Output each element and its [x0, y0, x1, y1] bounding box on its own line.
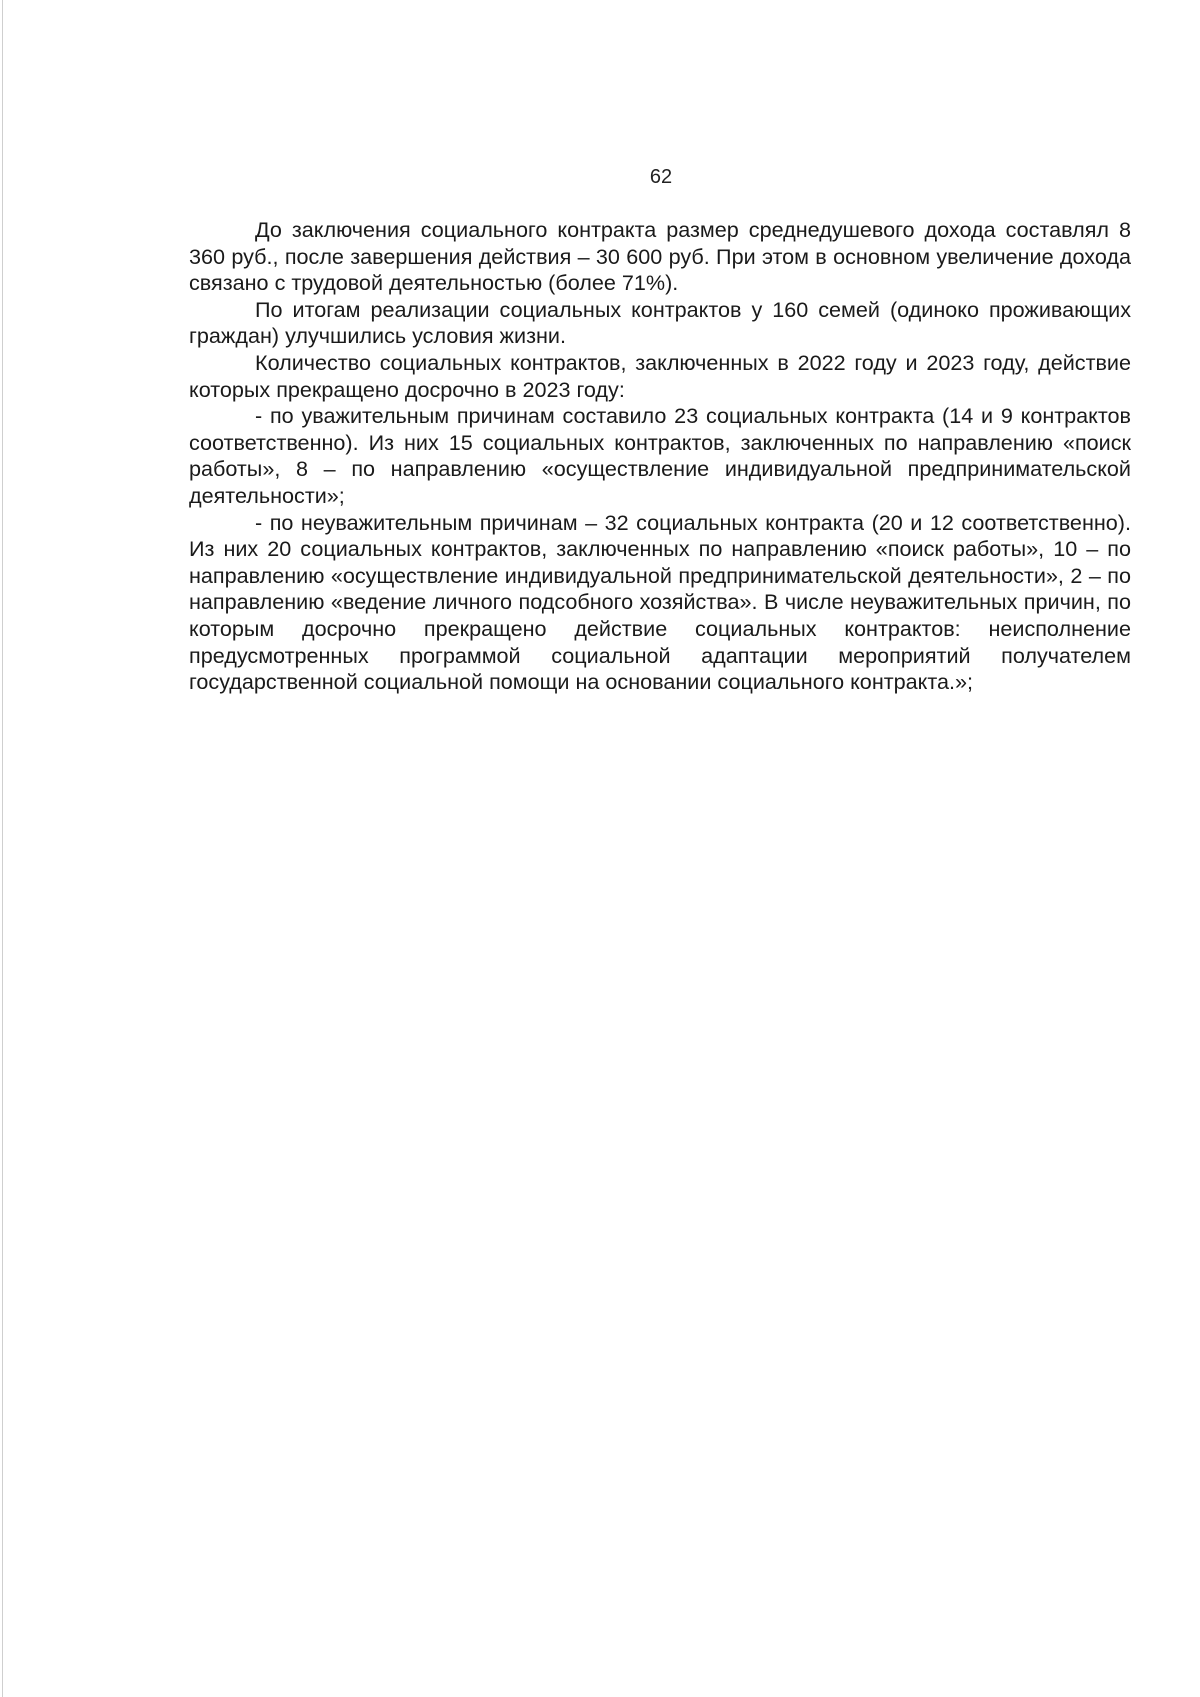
paragraph-invalid-reasons: - по неуважительным причинам – 32 социальных контракта (20 и 12 соответственно). Из них 20 социальных контрактов, заключенных по направлению «поиск работы», 10 – по направлению «осуществление индивидуальной предпринимательской деятельности», 2 – по направлению «ведение личного подсобного хозяйства». В числе неуважительных причин, по которым досрочно прекращено действие социальных контрактов: неисполнение предусмотренных программой социальной адаптации мероприятий получателем государственной социальной помощи на основании социального контракта.»; [189, 509, 1131, 695]
page-number: 62 [649, 166, 673, 188]
scan-edge [2, 0, 3, 1697]
paragraph-income: До заключения социального контракта размер среднедушевого дохода составлял 8 360 руб., после завершения действия – 30 600 руб. При этом в основном увеличение дохода связано с трудовой деятельностью (более 71%). [189, 217, 1131, 296]
document-body [189, 217, 1131, 696]
paragraph-terminated-count: Количество социальных контрактов, заключенных в 2022 году и 2023 году, действие которых прекращено досрочно в 2023 году: [189, 349, 1131, 402]
paragraph-living-conditions: По итогам реализации социальных контрактов у 160 семей (одиноко проживающих граждан) улучшились условия жизни. [189, 296, 1131, 349]
paragraph-valid-reasons: - по уважительным причинам составило 23 социальных контракта (14 и 9 контрактов соответственно). Из них 15 социальных контрактов, заключенных по направлению «поиск работы», 8 – по направлению «осуществление индивидуальной предпринимательской деятельности»; [189, 403, 1131, 508]
